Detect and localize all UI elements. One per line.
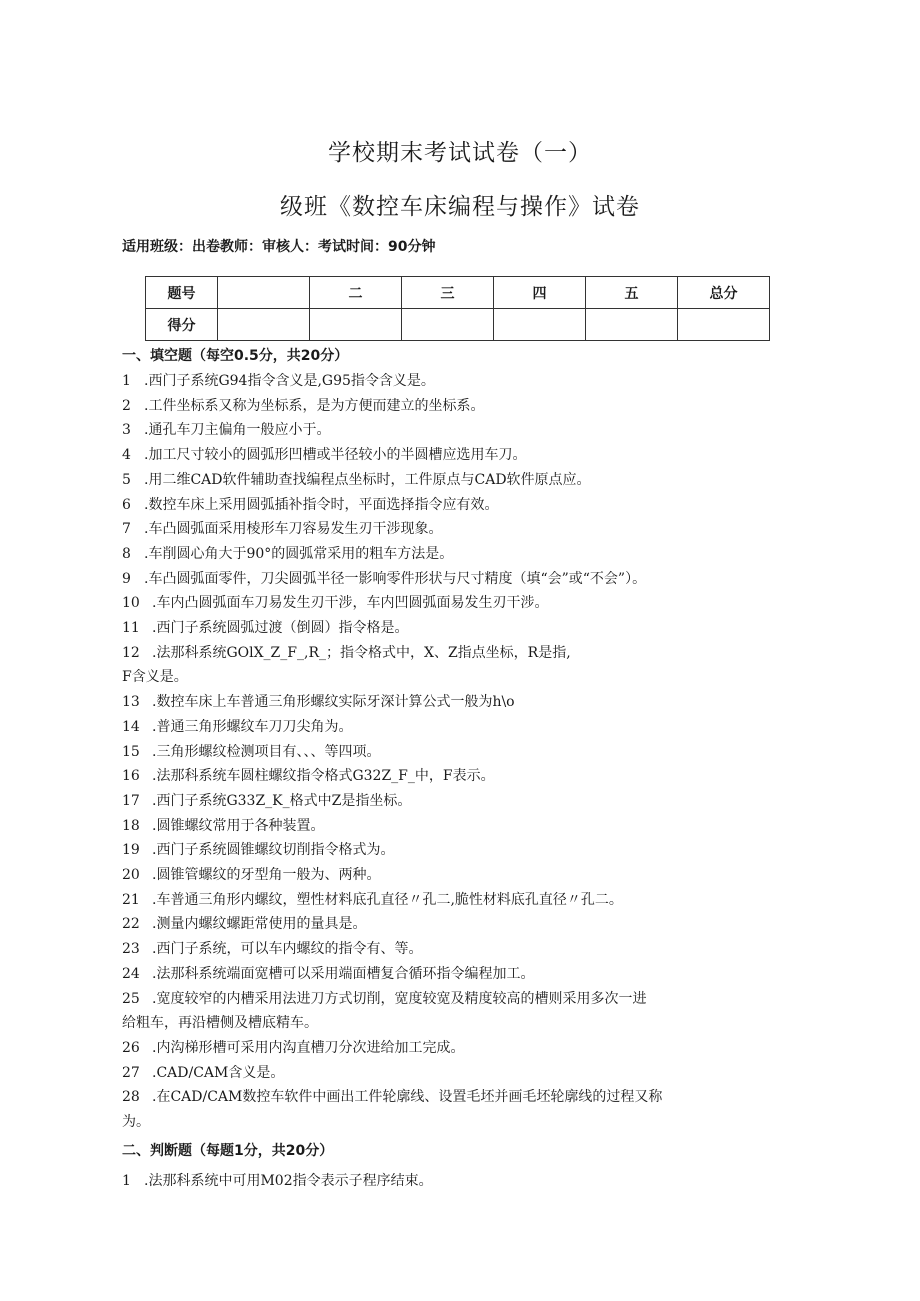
- question-line: [122, 543, 453, 563]
- question-line: [122, 469, 591, 489]
- score-input-cell: [402, 309, 494, 341]
- section-true-false-heading: 二、判断题（每题1分，共20分）: [122, 1143, 334, 1159]
- question-text: .三角形螺纹检测项目有、、、等四项。: [152, 743, 381, 760]
- score-input-cell: [586, 309, 678, 341]
- question-text: .西门子系统，可以车内螺纹的指令有、等。: [152, 941, 423, 958]
- question-number: 15: [122, 743, 140, 760]
- question-number: 12: [122, 644, 140, 661]
- section-fill-in-blank-heading: 一、填空题（每空0.5分，共20分）: [122, 348, 349, 364]
- question-line: [122, 395, 484, 415]
- question-number: 16: [122, 768, 140, 785]
- score-cell: [218, 277, 310, 309]
- question-text: .数控车床上车普通三角形螺纹实际牙深计算公式一般为h\o: [152, 694, 515, 711]
- question-line: [122, 419, 330, 439]
- score-cell: 二: [310, 277, 402, 309]
- score-cell: 四: [494, 277, 586, 309]
- question-number: 3: [122, 422, 131, 439]
- question-line: [122, 1086, 662, 1106]
- score-input-cell: [494, 309, 586, 341]
- question-number: 9: [122, 570, 131, 587]
- question-number: 17: [122, 792, 140, 809]
- question-number: 14: [122, 718, 140, 735]
- exam-subtitle: 级班《数控车床编程与操作》试卷: [280, 194, 640, 220]
- question-text: .CAD/CAM含义是。: [152, 1064, 285, 1081]
- question-number: 1: [122, 1173, 131, 1189]
- question-text: F含义是。: [122, 669, 188, 686]
- question-number: 20: [122, 867, 140, 883]
- question-text: .普通三角形螺纹车刀刀尖角为。: [152, 718, 353, 735]
- question-line: [122, 370, 435, 390]
- score-cell: 得分: [146, 309, 218, 341]
- question-text: .西门子系统圆弧过渡（倒圆）指令格是。: [152, 620, 409, 636]
- question-number: 2: [122, 397, 131, 414]
- score-table-header-row: [146, 277, 770, 309]
- question-line: [122, 568, 646, 588]
- question-text: .工件坐标系又称为坐标系，是为方便而建立的坐标系。: [144, 397, 485, 414]
- question-number: 11: [122, 620, 140, 636]
- score-table: [145, 276, 770, 341]
- question-line: [122, 592, 548, 612]
- question-line: [122, 716, 352, 736]
- question-text: .测量内螺纹螺距常使用的量具是。: [152, 916, 367, 933]
- question-number: 22: [122, 916, 140, 933]
- question-line: [122, 790, 411, 810]
- question-text: .车削圆心角大于90°的圆弧常采用的粗车方法是。: [144, 545, 454, 562]
- question-line: [122, 617, 408, 637]
- exam-title: 学校期末考试试卷（一）: [328, 140, 592, 166]
- question-text: .圆锥螺纹常用于各种装置。: [152, 817, 325, 834]
- question-text: .西门子系统G94指令含义是,G95指令含义是。: [144, 373, 435, 389]
- question-line: [122, 889, 623, 909]
- question-line: [122, 765, 495, 785]
- question-number: 5: [122, 471, 131, 488]
- question-line: [122, 1170, 433, 1190]
- question-text: .在CAD/CAM数控车软件中画出工件轮廓线、设置毛坯并画毛坯轮廓线的过程又称: [152, 1089, 663, 1106]
- question-line: [122, 741, 380, 761]
- question-number: 28: [122, 1089, 140, 1106]
- question-text: .西门子系统圆锥螺纹切削指令格式为。: [152, 842, 395, 859]
- question-line: [122, 839, 394, 859]
- score-input-cell: [218, 309, 310, 341]
- question-number: 19: [122, 842, 140, 859]
- question-number: 6: [122, 496, 131, 513]
- score-cell: 总分: [678, 277, 770, 309]
- question-number: 1: [122, 373, 131, 389]
- question-line: [122, 988, 646, 1008]
- question-number: 27: [122, 1064, 140, 1081]
- question-text: .宽度较窄的内槽采用法进刀方式切削，宽度较宽及精度较高的槽则采用多次一进: [152, 990, 647, 1007]
- question-line: [122, 913, 366, 933]
- question-line: [122, 864, 380, 884]
- question-number: 18: [122, 817, 140, 834]
- question-text: .车普通三角形内螺纹，塑性材料底孔直径〃孔二,脆性材料底孔直径〃孔二。: [152, 891, 623, 908]
- question-number: 10: [122, 595, 140, 612]
- question-number: 21: [122, 891, 140, 908]
- question-text: .车凸圆弧面采用棱形车刀容易发生刃干涉现象。: [144, 521, 443, 538]
- question-text: 为。: [122, 1114, 150, 1130]
- question-line: [122, 1062, 284, 1082]
- question-text: .法那科系统车圆柱螺纹指令格式G32Z_F_中，F表示。: [152, 768, 495, 785]
- question-line: [122, 494, 498, 514]
- question-line: [122, 1037, 464, 1057]
- question-text: .数控车床上采用圆弧插补指令时，平面选择指令应有效。: [144, 496, 499, 513]
- question-line: [122, 1012, 318, 1032]
- question-text: .内沟梯形槽可采用内沟直槽刀分次进给加工完成。: [152, 1039, 465, 1056]
- question-number: 26: [122, 1039, 140, 1056]
- question-text: .法那科系统GOlX_Z_F_,R_；指令格式中，X、Z指点坐标，R是指,: [152, 644, 571, 661]
- question-text: .西门子系统G33Z_K_格式中Z是指坐标。: [152, 792, 412, 809]
- question-text: .圆锥管螺纹的牙型角一般为、两种。: [152, 867, 381, 883]
- question-text: .加工尺寸较小的圆弧形凹槽或半径较小的半圆槽应选用车刀。: [144, 447, 527, 464]
- question-text: 给粗车，再沿槽侧及槽底精车。: [122, 1015, 318, 1032]
- question-text: .车凸圆弧面零件，刀尖圆弧半径一影响零件形状与尺寸精度（填“会”或“不会”）。: [144, 570, 647, 587]
- score-table-score-row: [146, 309, 770, 341]
- question-line: [122, 963, 534, 983]
- score-cell: 五: [586, 277, 678, 309]
- question-number: 23: [122, 941, 140, 958]
- question-line: [122, 1111, 150, 1131]
- question-number: 4: [122, 447, 131, 464]
- exam-meta: 适用班级：出卷教师：审核人：考试时间：90分钟: [122, 239, 436, 255]
- question-line: [122, 444, 526, 464]
- score-cell: 三: [402, 277, 494, 309]
- score-input-cell: [310, 309, 402, 341]
- score-cell: 题号: [146, 277, 218, 309]
- question-text: .用二维CAD软件辅助查找编程点坐标时，工件原点与CAD软件原点应。: [144, 471, 591, 488]
- question-number: 24: [122, 965, 140, 982]
- question-number: 25: [122, 990, 140, 1007]
- question-line: [122, 518, 442, 538]
- question-number: 7: [122, 521, 131, 538]
- question-line: [122, 666, 188, 686]
- score-input-cell: [678, 309, 770, 341]
- question-text: .通孔车刀主偏角一般应小于。: [144, 422, 331, 439]
- question-line: [122, 642, 571, 662]
- question-number: 8: [122, 545, 131, 562]
- question-text: .车内凸圆弧面车刀易发生刃干涉，车内凹圆弧面易发生刃干涉。: [152, 595, 549, 612]
- question-text: .法那科系统端面宽槽可以采用端面槽复合循环指令编程加工。: [152, 965, 535, 982]
- question-line: [122, 938, 422, 958]
- question-text: .法那科系统中可用M02指令表示子程序结束。: [144, 1173, 433, 1189]
- question-line: [122, 815, 324, 835]
- question-number: 13: [122, 694, 140, 711]
- question-line: [122, 691, 515, 711]
